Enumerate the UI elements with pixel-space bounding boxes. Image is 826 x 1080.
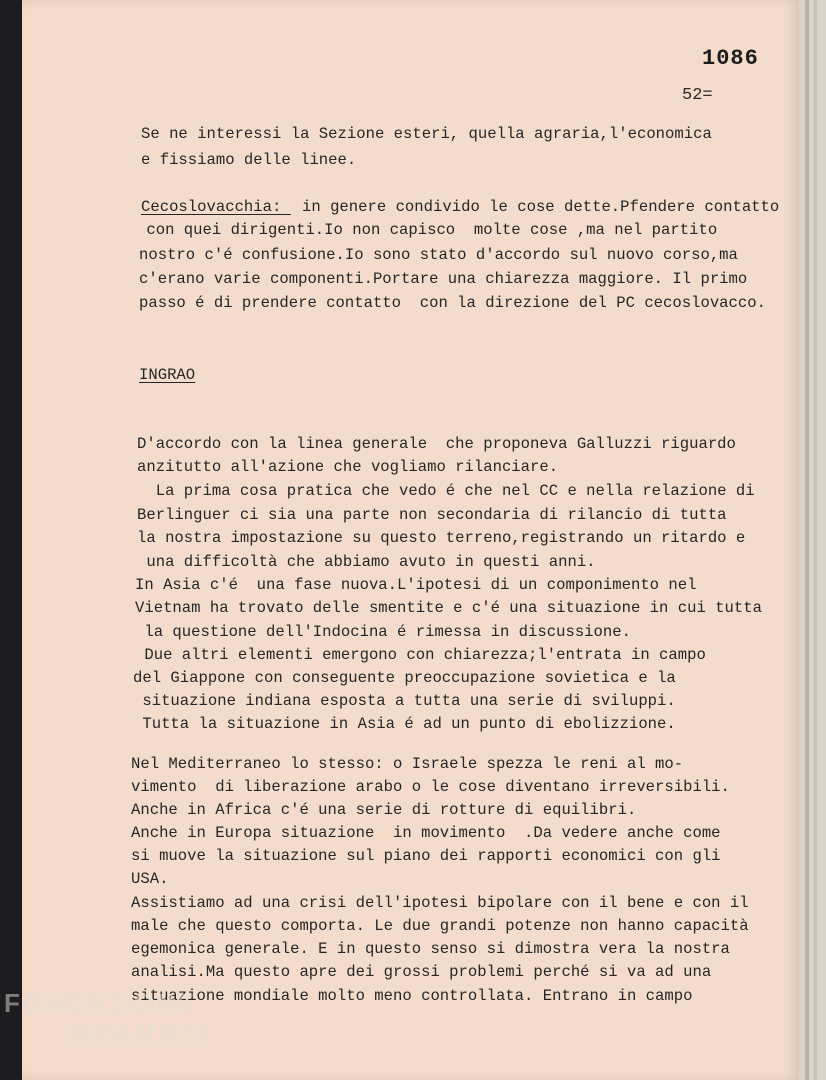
text-line: Assistiamo ad una crisi dell'ipotesi bipolare con il bene e con il <box>131 894 749 912</box>
section-heading-ingrao: INGRAO <box>139 366 196 384</box>
text-line: e fissiamo delle linee. <box>141 151 357 169</box>
text-line: Se ne interessi la Sezione esteri, quella agraria,l'economica <box>141 125 712 143</box>
text-line: la nostra impostazione su questo terreno,registrando un ritardo e <box>137 529 746 547</box>
text-line: male che questo comporta. Le due grandi potenze non hanno capacità <box>131 917 749 935</box>
text-line: analisi.Ma questo apre dei grossi problemi perché si va ad una <box>131 963 712 981</box>
text-line: del Giappone con conseguente preoccupazione sovietica e la <box>133 669 676 687</box>
text-line: Vietnam ha trovato delle smentite e c'é una situazione in cui tutta <box>135 599 762 617</box>
text-line: Tutta la situazione in Asia é ad un punto di ebolizzione. <box>133 715 676 733</box>
text-line: situazione indiana esposta a tutta una serie di sviluppi. <box>133 692 676 710</box>
text-line: passo é di prendere contatto con la direzione del PC cecoslovacco. <box>139 294 766 312</box>
text-line: in genere condivido le cose dette.Pfendere contatto <box>302 198 780 216</box>
text-line: Nel Mediterraneo lo stesso: o Israele spezza le reni al mo- <box>131 755 684 773</box>
text-line: nostro c'é confusione.Io sono stato d'accordo sul nuovo corso,ma <box>139 246 738 264</box>
section-heading-czechoslovakia: Cecoslovacchia: <box>141 198 291 216</box>
text-line: egemonica generale. E in questo senso si dimostra vera la nostra <box>131 940 730 958</box>
watermark-line-1: FONDAZIONE <box>4 988 196 1018</box>
text-line: si muove la situazione sul piano dei rapporti economici con gli <box>131 847 721 865</box>
text-line: una difficoltà che abbiamo avuto in questi anni. <box>137 553 596 571</box>
text-line: situazione mondiale molto meno controllata. Entrano in campo <box>131 987 693 1005</box>
text-line: la questione dell'Indocina é rimessa in discussione. <box>135 623 631 641</box>
text-line: anzitutto all'azione che vogliamo rilanciare. <box>137 458 559 476</box>
text-line: USA. <box>131 870 169 888</box>
watermark-line-2: GRAMSCI <box>68 1018 212 1048</box>
text-line: La prima cosa pratica che vedo é che nel CC e nella relazione di <box>137 482 755 500</box>
text-line: Anche in Europa situazione in movimento .Da vedere anche come <box>131 824 721 842</box>
text-line: con quei dirigenti.Io non capisco molte cose ,ma nel partito <box>137 221 718 239</box>
text-line: Berlinguer ci sia una parte non secondaria di rilancio di tutta <box>137 506 727 524</box>
text-line: Anche in Africa c'é una serie di rotture di equilibri. <box>131 801 637 819</box>
archive-watermark <box>4 990 212 1046</box>
page-edge <box>799 0 826 1080</box>
text-line: vimento di liberazione arabo o le cose diventano irreversibili. <box>131 778 730 796</box>
text-line: c'erano varie componenti.Portare una chiarezza maggiore. Il primo <box>139 270 748 288</box>
text-line: In Asia c'é una fase nuova.L'ipotesi di un componimento nel <box>135 576 697 594</box>
text-line: Due altri elementi emergono con chiarezza;l'entrata in campo <box>135 646 706 664</box>
text-line: D'accordo con la linea generale che proponeva Galluzzi riguardo <box>137 435 736 453</box>
page-number: 1086 <box>702 46 759 71</box>
sub-page-number: 52= <box>682 86 713 105</box>
